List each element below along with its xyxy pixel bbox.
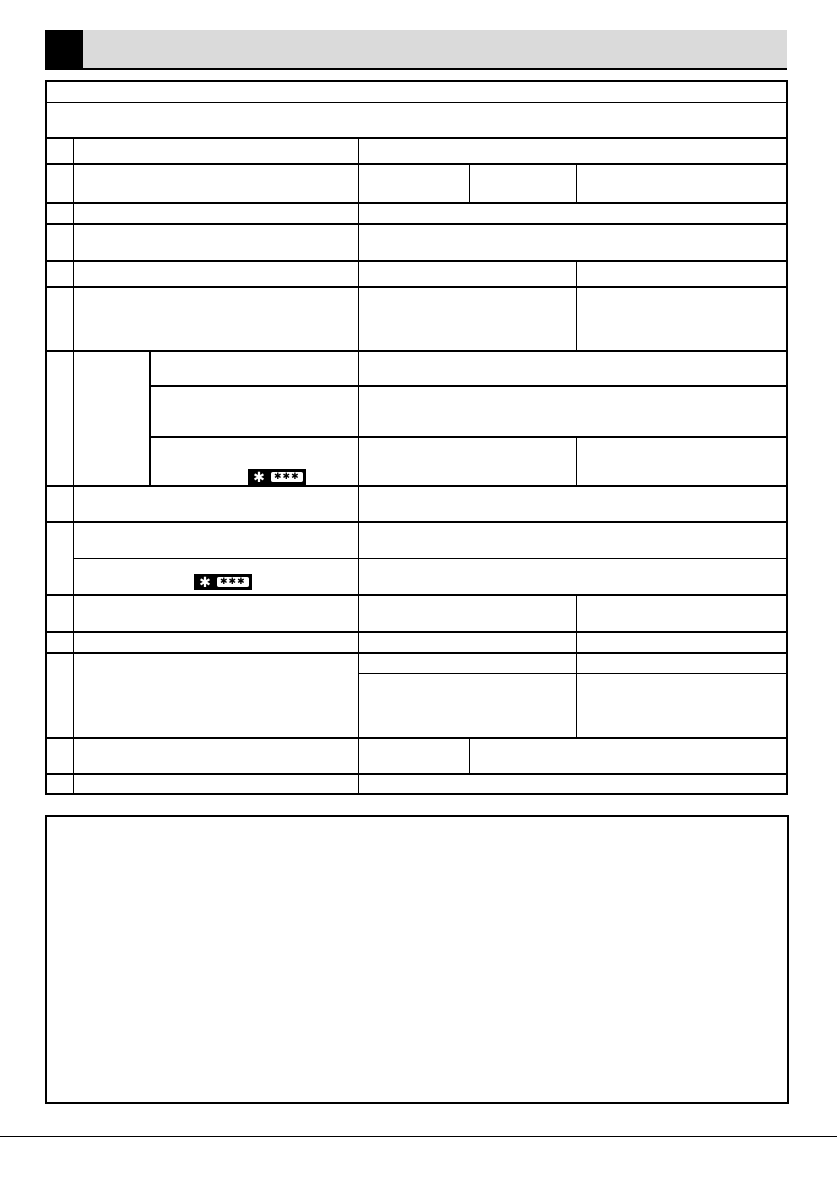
table-rule — [47, 631, 786, 633]
table-rule — [47, 223, 786, 225]
table-rule — [576, 260, 577, 350]
table-rule — [47, 594, 786, 596]
table-rule — [47, 286, 786, 288]
table-rule — [47, 485, 786, 487]
table-rule — [47, 773, 786, 775]
table-rule — [73, 558, 786, 559]
table-rule — [47, 521, 786, 523]
table-rule — [47, 202, 786, 204]
specification-table — [45, 80, 788, 795]
footer-rule — [0, 1136, 837, 1137]
table-rule — [47, 652, 786, 654]
table-rule — [47, 260, 786, 262]
table-rule — [73, 137, 74, 793]
table-rule — [469, 737, 470, 773]
table-rule — [47, 737, 786, 739]
table-rule — [149, 385, 786, 387]
four-star-freezer-icon: ✱ ✱✱✱ — [248, 469, 306, 485]
table-rule — [149, 350, 151, 485]
table-rule — [358, 673, 786, 674]
table-rule — [149, 436, 786, 438]
table-rule — [576, 594, 577, 737]
table-rule — [576, 163, 577, 202]
table-rule — [469, 163, 470, 202]
table-rule — [576, 436, 577, 485]
table-rule — [47, 163, 786, 165]
page-header-bar — [45, 30, 787, 70]
four-star-freezer-icon: ✱ ✱✱✱ — [194, 574, 252, 590]
table-rule — [358, 137, 359, 793]
table-rule — [47, 350, 786, 352]
table-rule — [47, 137, 786, 139]
table-rule — [47, 102, 786, 103]
section-marker-square — [45, 30, 83, 70]
notes-box — [45, 815, 789, 1104]
